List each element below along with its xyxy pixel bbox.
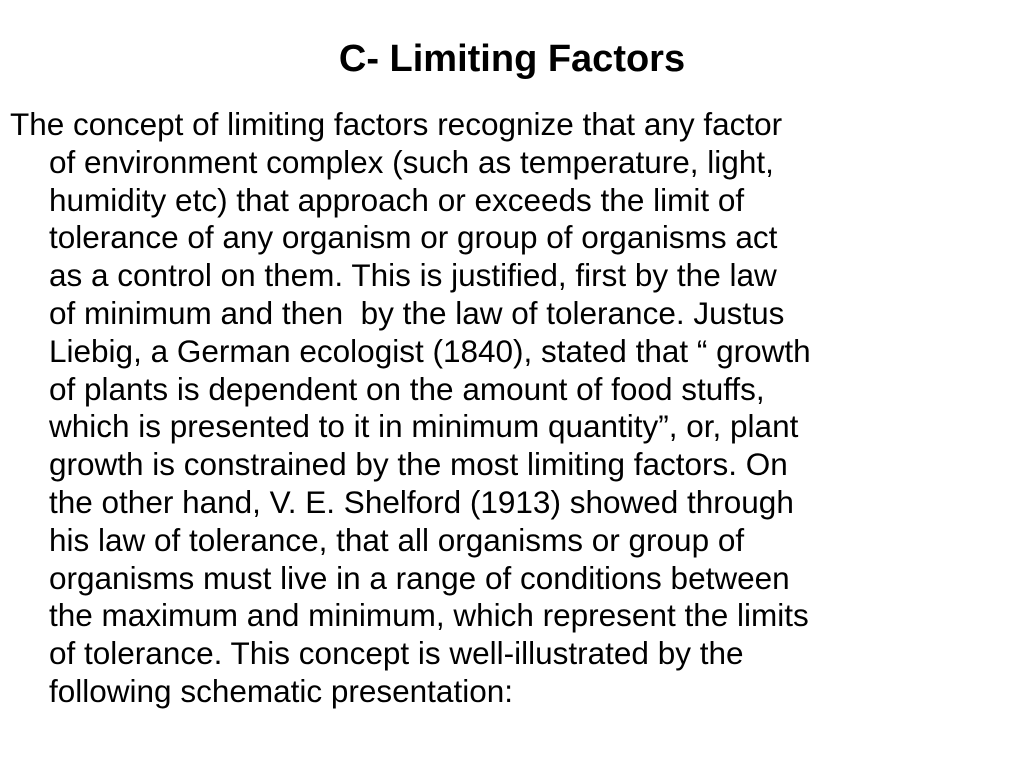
paragraph-line: The concept of limiting factors recognize that any factor [10, 106, 783, 142]
paragraph-line: following schematic presentation: [49, 672, 513, 709]
paragraph-line: as a control on them. This is justified, first by the law [49, 257, 777, 294]
paragraph-line: humidity etc) that approach or exceeds the limit of [49, 181, 745, 218]
paragraph-line: organisms must live in a range of conditions between [49, 559, 790, 596]
paragraph-line: the other hand, V. E. Shelford (1913) showed through [49, 483, 794, 520]
paragraph-line: of environment complex (such as temperature, light, [49, 143, 774, 180]
paragraph-line: Liebig, a German ecologist (1840), stated that “ growth [49, 332, 811, 369]
paragraph-line: which is presented to it in minimum quantity”, or, plant [49, 408, 799, 445]
paragraph-line: the maximum and minimum, which represent the limits [49, 597, 809, 634]
body-paragraph [10, 106, 1020, 711]
paragraph-line: of plants is dependent on the amount of food stuffs, [49, 370, 765, 407]
paragraph-line: of minimum and then by the law of tolerance. Justus [49, 294, 785, 331]
slide-title: C- Limiting Factors [338, 38, 686, 80]
paragraph-line: his law of tolerance, that all organisms or group of [49, 521, 745, 558]
paragraph-line: tolerance of any organism or group of organisms act [49, 219, 778, 256]
paragraph-line: growth is constrained by the most limiting factors. On [49, 446, 788, 483]
paragraph-line: of tolerance. This concept is well-illustrated by the [49, 635, 744, 672]
